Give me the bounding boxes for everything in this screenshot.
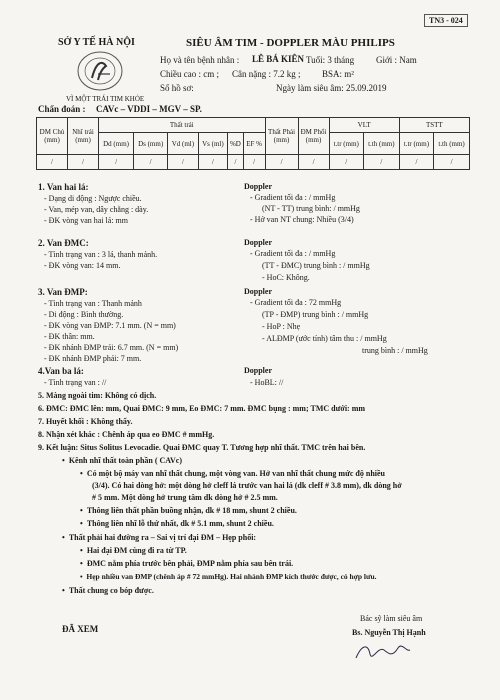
section-5: 5. Màng ngoài tim: Không có dịch.	[38, 391, 157, 400]
doctor-title: Bác sỹ làm siêu âm	[360, 614, 423, 623]
col-vd: Vd (ml)	[168, 133, 199, 155]
col-vlt-tth: t.th (mm)	[363, 133, 399, 155]
table-cell: /	[399, 155, 433, 170]
col-ef: EF %	[243, 133, 265, 155]
table-cell: /	[243, 155, 265, 170]
section-3-doppler-line: - HoP : Nhẹ	[262, 322, 301, 331]
table-cell: /	[99, 155, 134, 170]
col-ds: Ds (mm)	[134, 133, 168, 155]
section-6: 6. ĐMC: ĐMC lên: mm, Quai ĐMC: 9 mm, Eo ĐMC: 7 mm. ĐMC bụng : mm; TMC dưới: mm	[38, 404, 366, 413]
diagnosis-label: Chẩn đoán :	[38, 104, 86, 114]
section-7: 7. Huyết khối : Không thấy.	[38, 417, 133, 426]
conclusion-bullet-2: • Thất phải hai đường ra – Sai vị trí đại ĐM – Hẹp phổi:	[62, 533, 257, 542]
group-tstt: TSTT	[399, 118, 469, 133]
col-tstt-tth: t.th (mm)	[434, 133, 470, 155]
doctor-name: Bs. Nguyễn Thị Hạnh	[352, 628, 426, 637]
section-4-doppler-line: - HoBL: //	[250, 378, 284, 387]
section-2-line: - Tình trạng van : 3 lá, thanh mảnh.	[44, 250, 158, 259]
patient-name-label: Họ và tên bệnh nhân :	[160, 55, 240, 65]
department-name: SỞ Y TẾ HÀ NỘI	[58, 37, 135, 48]
section-3-doppler-line: - ALĐMP (ước tính) tâm thu : / mmHg	[262, 334, 387, 343]
table-cell: /	[434, 155, 470, 170]
table-cell: /	[68, 155, 99, 170]
col-vs: Vs (ml)	[198, 133, 228, 155]
patient-height: Chiều cao : cm ;	[160, 69, 219, 79]
patient-weight: Cân nặng : 7.2 kg ;	[232, 69, 301, 79]
col-tstt-ttr: t.tr (mm)	[399, 133, 433, 155]
section-2-doppler-line: - Gradient tối đa : / mmHg	[250, 249, 336, 258]
reviewed-label: ĐÃ XEM	[62, 624, 99, 634]
conclusion-line: • ĐMC nằm phía trước bên phải, ĐMP nằm phía sau bên trái.	[80, 559, 294, 568]
conclusion-line: • Có một bộ máy van nhĩ thất chung, một vòng van. Hở van nhĩ thất chung mức độ nhiều	[80, 469, 385, 478]
section-2-line: - ĐK vòng van: 14 mm.	[44, 261, 121, 270]
section-9: 9. Kết luận: Situs Solitus Levocadie. Quai ĐMC quay T. Tương hợp nhĩ thất. TMC trên hai bên.	[38, 443, 366, 452]
table-row	[37, 155, 470, 170]
conclusion-bullet-1: • Kênh nhĩ thất toàn phần ( CAVc)	[62, 456, 183, 465]
section-3-line: - ĐK nhánh ĐMP trái: 6.7 mm. (N = mm)	[44, 343, 179, 352]
table-cell: /	[363, 155, 399, 170]
section-3-doppler-line: - Gradient tối đa : 72 mmHg	[250, 298, 342, 307]
measurement-table	[36, 117, 470, 170]
group-vlt: VLT	[329, 118, 399, 133]
col-vlt-ttr: t.tr (mm)	[329, 133, 363, 155]
conclusion-line: (3/4). Có hai dòng hở: một dòng hở cleff lá trước van hai lá (dk cleff # 3.8 mm), dk dòng hở	[92, 481, 402, 490]
section-2-title: 2. Van ĐMC:	[38, 238, 89, 248]
section-1-doppler-line: - Hở van NT chung: Nhiều (3/4)	[250, 215, 354, 224]
conclusion-b2-text: Thất phải hai đường ra – Sai vị trí đại ĐM – Hẹp phổi:	[68, 533, 257, 542]
section-4-doppler-title: Doppler	[244, 366, 272, 375]
section-3-doppler-title: Doppler	[244, 287, 272, 296]
section-1-doppler-title: Doppler	[244, 182, 272, 191]
section-2-doppler-line: (TT - ĐMC) trung bình : / mmHg	[262, 261, 370, 270]
conclusion-line-text: ĐMC nằm phía trước bên phải, ĐMP nằm phía sau bên trái.	[86, 559, 294, 568]
form-code: TN3 - 024	[424, 14, 468, 27]
conclusion-b3-text: Thất chung co bóp được.	[68, 586, 154, 595]
conclusion-bullet-3: • Thất chung co bóp được.	[62, 586, 154, 595]
table-cell: /	[228, 155, 244, 170]
conclusion-line-text: Có một bộ máy van nhĩ thất chung, một vòng van. Hở van nhĩ thất chung mức độ nhiều	[86, 469, 385, 478]
conclusion-line-text: Thông liên nhĩ lỗ thứ nhất, dk # 5.1 mm, shunt 2 chiều.	[86, 519, 274, 528]
col-that-phai: Thất Phải (mm)	[265, 118, 298, 155]
section-1-line: - Dạng di động : Ngược chiều.	[44, 194, 142, 203]
section-1-doppler-line: (NT - TT) trung bình: / mmHg	[262, 204, 360, 213]
hospital-logo-icon	[76, 50, 124, 92]
file-number: Số hồ sơ:	[160, 83, 194, 93]
conclusion-b1-text: Kênh nhĩ thất toàn phần ( CAVc)	[68, 456, 183, 465]
patient-age: Tuổi: 3 tháng	[306, 55, 355, 65]
conclusion-line-text: Thông liên thất phần buồng nhận, dk # 18 mm, shunt 2 chiều.	[86, 506, 297, 515]
col-dd: Dd (mm)	[99, 133, 134, 155]
conclusion-line: • Thông liên thất phần buồng nhận, dk # 18 mm, shunt 2 chiều.	[80, 506, 297, 515]
section-1-doppler-line: - Gradient tối đa : / mmHg	[250, 193, 336, 202]
section-3-line: - ĐK vòng van ĐMP: 7.1 mm. (N = mm)	[44, 321, 176, 330]
patient-gender: Giới : Nam	[376, 55, 417, 65]
table-cell: /	[198, 155, 228, 170]
col-dm-chu: DM Chủ (mm)	[37, 118, 68, 155]
section-4-title: 4.Van ba lá:	[38, 366, 84, 376]
table-cell: /	[298, 155, 329, 170]
patient-name: LÊ BÁ KIÊN	[252, 54, 305, 64]
section-2-doppler-title: Doppler	[244, 238, 272, 247]
table-cell: /	[329, 155, 363, 170]
conclusion-line-text: Hai đại ĐM cùng đi ra từ TP.	[86, 546, 187, 555]
section-1-title: 1. Van hai lá:	[38, 182, 89, 192]
table-cell: /	[265, 155, 298, 170]
section-4-line: - Tình trạng van : //	[44, 378, 107, 387]
slogan: VÌ MỘT TRÁI TIM KHỎE	[66, 95, 145, 103]
col-nhi-trai: Nhĩ trái (mm)	[68, 118, 99, 155]
section-2-doppler-line: - HoC: Không.	[262, 273, 310, 282]
col-dm-phoi: ĐM Phổi (mm)	[298, 118, 329, 155]
col-percent-d: %D	[228, 133, 244, 155]
section-3-doppler-line: (TP - ĐMP) trung bình : / mmHg	[262, 310, 369, 319]
report-title: SIÊU ÂM TIM - DOPPLER MÀU PHILIPS	[186, 37, 395, 49]
section-3-doppler-line: trung bình : / mmHg	[362, 346, 428, 355]
section-3-line: - Tình trạng van : Thanh mảnh	[44, 299, 142, 308]
section-8: 8. Nhận xét khác : Chênh áp qua eo ĐMC # mmHg.	[38, 430, 215, 439]
section-1-line: - Van, mép van, dây chằng : dày.	[44, 205, 149, 214]
section-3-line: - Di động : Bình thường.	[44, 310, 124, 319]
conclusion-line-text: Hẹp nhiều van ĐMP (chênh áp # 72 mmHg). Hai nhánh ĐMP kích thước được, có hợp lưu.	[86, 572, 377, 581]
diagnosis-value: CAVc – VDDI – MGV – SP.	[96, 104, 202, 114]
section-3-line: - ĐK nhánh ĐMP phải: 7 mm.	[44, 354, 142, 363]
section-3-title: 3. Van ĐMP:	[38, 287, 88, 297]
exam-date: Ngày làm siêu âm: 25.09.2019	[276, 83, 387, 93]
conclusion-line: • Hẹp nhiều van ĐMP (chênh áp # 72 mmHg). Hai nhánh ĐMP kích thước được, có hợp lưu.	[80, 572, 377, 581]
conclusion-line: • Thông liên nhĩ lỗ thứ nhất, dk # 5.1 mm, shunt 2 chiều.	[80, 519, 274, 528]
table-cell: /	[168, 155, 199, 170]
section-1-line: - ĐK vòng van hai lá: mm	[44, 216, 128, 225]
group-that-trai: Thất trái	[99, 118, 266, 133]
section-3-line: - ĐK thân: mm.	[44, 332, 95, 341]
conclusion-line: • Hai đại ĐM cùng đi ra từ TP.	[80, 546, 187, 555]
patient-bsa: BSA: m²	[322, 69, 354, 79]
table-cell: /	[134, 155, 168, 170]
table-cell: /	[37, 155, 68, 170]
signature-icon	[352, 640, 412, 664]
conclusion-line: # 5 mm. Một dòng hở trung tâm dk dòng hở # 2.5 mm.	[92, 493, 278, 502]
